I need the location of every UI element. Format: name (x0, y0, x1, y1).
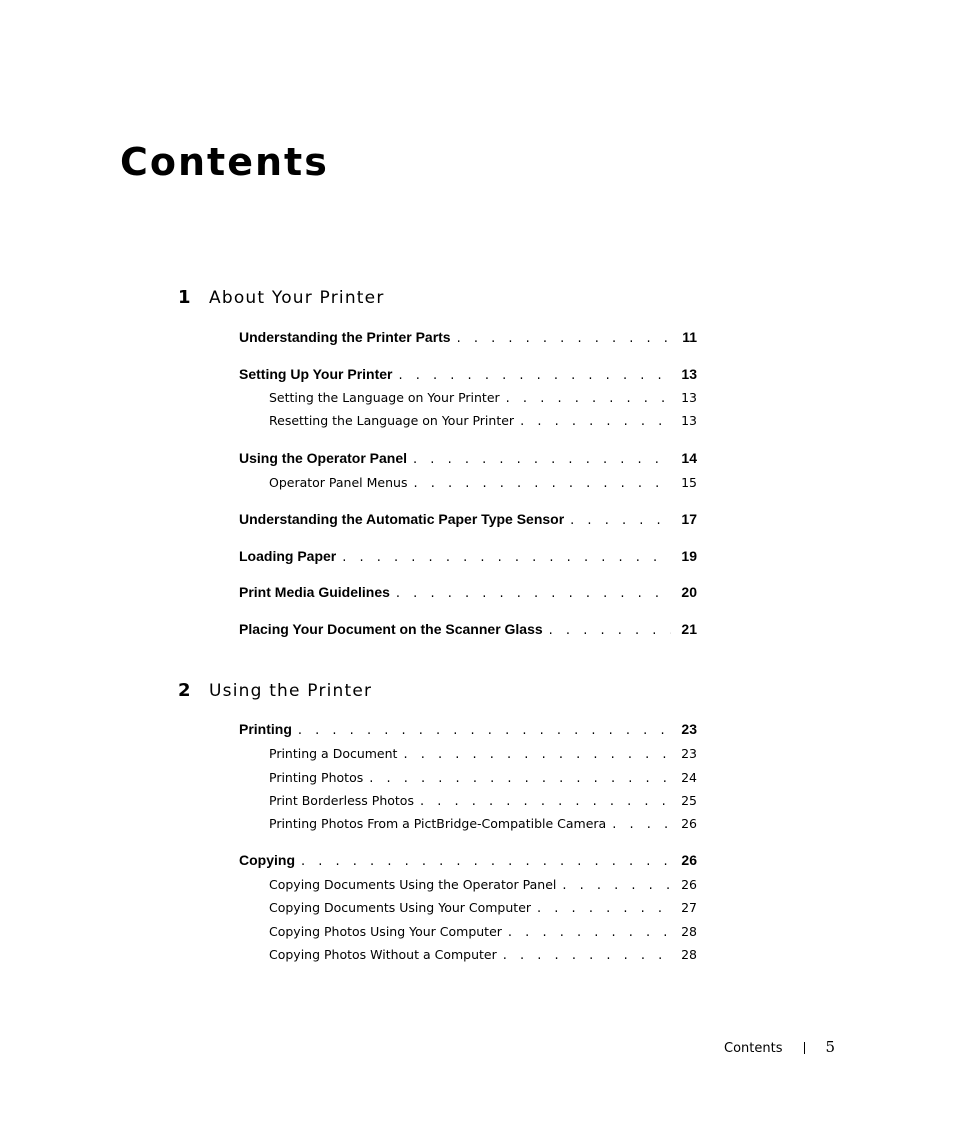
toc-page-number: 17 (681, 511, 697, 527)
toc-subentry[interactable] (269, 816, 697, 836)
toc-entry-label: Print Media Guidelines (239, 584, 390, 600)
toc-subentry[interactable] (269, 475, 697, 495)
dot-leader (562, 878, 671, 893)
dot-leader (298, 723, 671, 738)
dot-leader (369, 771, 671, 786)
dot-leader (520, 414, 671, 429)
dot-leader (301, 854, 671, 869)
dot-leader (612, 817, 671, 832)
toc-entry-label: Understanding the Automatic Paper Type Sensor (239, 511, 565, 527)
chapter-title: About Your Printer (209, 288, 385, 308)
dot-leader (413, 476, 671, 491)
dot-leader (399, 368, 672, 383)
toc-page-number: 25 (681, 793, 697, 808)
toc-entry[interactable] (239, 366, 697, 386)
dot-leader (537, 901, 671, 916)
toc-entry-label: Loading Paper (239, 548, 337, 564)
toc-page-number: 21 (681, 621, 697, 637)
toc-entry-label: Resetting the Language on Your Printer (269, 413, 515, 428)
dot-leader (503, 948, 671, 963)
toc-entry-label: Printing (239, 721, 292, 737)
toc-page-number: 13 (681, 366, 697, 382)
toc-entry[interactable] (239, 621, 697, 641)
dot-leader (396, 586, 671, 601)
toc-page-number: 26 (681, 816, 697, 831)
chapter-heading (178, 680, 372, 704)
dot-leader (403, 747, 671, 762)
toc-page-number: 15 (681, 475, 697, 490)
toc-entry-label: Printing Photos From a PictBridge-Compatible Camera (269, 816, 607, 831)
dot-leader (457, 331, 671, 346)
toc-page-number: 13 (681, 390, 697, 405)
chapter-number: 2 (178, 680, 191, 701)
toc-subentry[interactable] (269, 770, 697, 790)
toc-page-number: 28 (681, 947, 697, 962)
toc-entry-label: Printing a Document (269, 746, 398, 761)
toc-subentry[interactable] (269, 413, 697, 433)
toc-subentry[interactable] (269, 793, 697, 813)
toc-subentry[interactable] (269, 746, 697, 766)
dot-leader (413, 452, 671, 467)
dot-leader (570, 513, 671, 528)
toc-entry[interactable] (239, 548, 697, 568)
toc-entry-label: Copying Documents Using the Operator Panel (269, 877, 557, 892)
toc-entry-label: Copying Documents Using Your Computer (269, 900, 532, 915)
footer-section-label: Contents (724, 1041, 783, 1056)
footer-page-number: 5 (825, 1038, 836, 1056)
toc-entry-label: Setting the Language on Your Printer (269, 390, 500, 405)
toc-entry-label: Using the Operator Panel (239, 450, 408, 466)
dot-leader (506, 391, 671, 406)
toc-page-number: 27 (681, 900, 697, 915)
dot-leader (549, 623, 671, 638)
toc-page-number: 19 (681, 548, 697, 564)
toc-entry[interactable] (239, 329, 697, 349)
toc-entry-label: Setting Up Your Printer (239, 366, 393, 382)
toc-entry-label: Copying (239, 852, 295, 868)
toc-entry-label: Operator Panel Menus (269, 475, 408, 490)
toc-entry-label: Printing Photos (269, 770, 364, 785)
toc-entry-label: Understanding the Printer Parts (239, 329, 451, 345)
toc-subentry[interactable] (269, 947, 697, 967)
toc-entry[interactable] (239, 450, 697, 470)
toc-entry-label: Placing Your Document on the Scanner Glass (239, 621, 543, 637)
page-title: Contents (120, 140, 329, 184)
toc-page-number: 14 (681, 450, 697, 466)
toc-entry-label: Copying Photos Without a Computer (269, 947, 497, 962)
toc-entry[interactable] (239, 511, 697, 531)
toc-entry-label: Copying Photos Using Your Computer (269, 924, 502, 939)
toc-page-number: 13 (681, 413, 697, 428)
chapter-heading (178, 287, 385, 311)
toc-subentry[interactable] (269, 900, 697, 920)
dot-leader (420, 794, 671, 809)
toc-page-number: 24 (681, 770, 697, 785)
toc-subentry[interactable] (269, 390, 697, 410)
dot-leader (508, 925, 671, 940)
dot-leader (342, 550, 671, 565)
toc-page-number: 28 (681, 924, 697, 939)
toc-page-number: 23 (681, 746, 697, 761)
toc-subentry[interactable] (269, 924, 697, 944)
toc-subentry[interactable] (269, 877, 697, 897)
footer-divider (804, 1042, 805, 1054)
page-footer (724, 1038, 835, 1058)
toc-page-number: 20 (681, 584, 697, 600)
toc-entry-label: Print Borderless Photos (269, 793, 414, 808)
toc-entry[interactable] (239, 852, 697, 872)
toc-entry[interactable] (239, 584, 697, 604)
chapter-number: 1 (178, 287, 191, 308)
toc-page-number: 23 (681, 721, 697, 737)
toc-page-number: 26 (681, 852, 697, 868)
toc-page-number: 11 (682, 329, 697, 345)
toc-page-number: 26 (681, 877, 697, 892)
chapter-title: Using the Printer (209, 681, 373, 701)
toc-entry[interactable] (239, 721, 697, 741)
